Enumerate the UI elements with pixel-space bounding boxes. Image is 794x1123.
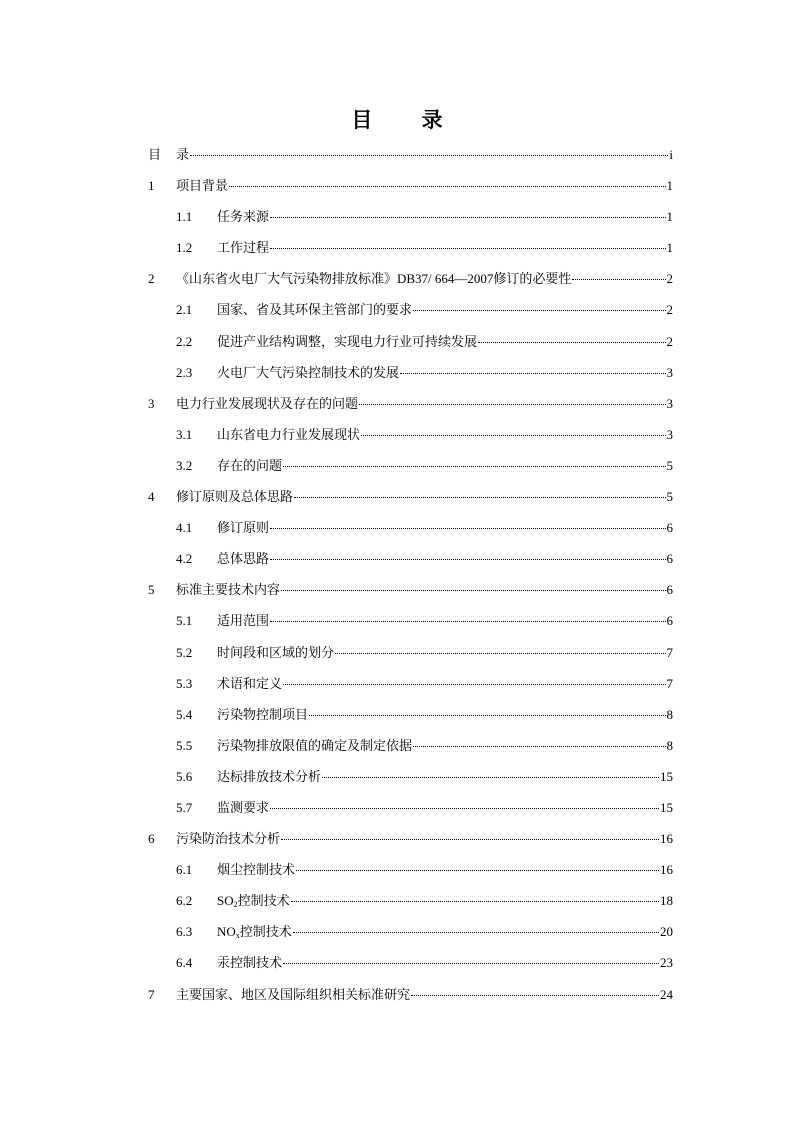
dot-leader bbox=[309, 715, 665, 716]
toc-page-number: 16 bbox=[660, 831, 673, 847]
toc-page-number: 2 bbox=[666, 333, 673, 349]
dot-leader bbox=[283, 466, 665, 467]
toc-entry-title: 促进产业结构调整，实现电力行业可持续发展 bbox=[217, 333, 478, 349]
toc-page-number: 20 bbox=[660, 924, 673, 940]
toc-entry-number: 6.3 bbox=[176, 924, 193, 940]
dot-leader bbox=[281, 839, 659, 840]
dot-leader bbox=[411, 995, 659, 996]
toc-entry-title: 污染物排放限值的确定及制定依据 bbox=[217, 737, 413, 753]
toc-section-entry[interactable] bbox=[148, 761, 673, 792]
toc-entry-title: 存在的问题 bbox=[217, 457, 283, 473]
toc-entry-number: 2.2 bbox=[176, 333, 193, 349]
toc-entry-number: 5 bbox=[148, 582, 155, 598]
toc-entry-number: 目 bbox=[148, 147, 162, 162]
toc-entry-number: 1.1 bbox=[176, 209, 193, 225]
toc-page-number: 1 bbox=[666, 240, 673, 256]
dot-leader bbox=[291, 901, 659, 902]
toc-page-number: 1 bbox=[666, 178, 673, 194]
toc-chapter-entry[interactable] bbox=[148, 823, 673, 854]
toc-page-number: i bbox=[669, 147, 673, 162]
toc-page-number: 5 bbox=[666, 457, 673, 473]
toc-section-entry[interactable] bbox=[148, 699, 673, 730]
toc-entry-title: 修订原则 bbox=[217, 520, 270, 536]
toc-page-number: 6 bbox=[666, 582, 673, 598]
dot-leader bbox=[400, 373, 665, 374]
toc-title: 目 录 bbox=[351, 108, 465, 132]
toc-entry-title: 达标排放技术分析 bbox=[217, 768, 322, 784]
dot-leader bbox=[270, 559, 665, 560]
dot-leader bbox=[270, 528, 665, 529]
toc-entry-title: 污染防治技术分析 bbox=[176, 831, 281, 847]
dot-leader bbox=[294, 497, 665, 498]
toc-entry-number: 4.1 bbox=[176, 520, 193, 536]
dot-leader bbox=[296, 870, 659, 871]
toc-page-number: 24 bbox=[660, 986, 673, 1002]
toc-entry-number: 5.3 bbox=[176, 675, 193, 691]
toc-section-entry[interactable] bbox=[148, 450, 673, 481]
toc-section-entry[interactable] bbox=[148, 512, 673, 543]
toc-entry-number: 5.5 bbox=[176, 737, 193, 753]
toc-chapter-entry[interactable] bbox=[148, 139, 673, 170]
toc-entry-title: 电力行业发展现状及存在的问题 bbox=[176, 395, 359, 411]
toc-entry-title: $SO_2$控制技术 bbox=[217, 893, 290, 910]
table-of-contents bbox=[148, 139, 673, 1010]
dot-leader bbox=[335, 653, 665, 654]
toc-entry-title: 监测要求 bbox=[217, 799, 270, 815]
toc-entry-title: 污染物控制项目 bbox=[217, 706, 309, 722]
dot-leader bbox=[283, 963, 659, 964]
toc-section-entry[interactable] bbox=[148, 668, 673, 699]
toc-section-entry[interactable] bbox=[148, 916, 673, 947]
toc-page-number: 6 bbox=[666, 551, 673, 567]
toc-entry-title: 录 bbox=[176, 147, 190, 162]
toc-entry-number: 6.2 bbox=[176, 893, 193, 909]
toc-entry-number: 1.2 bbox=[176, 240, 193, 256]
dot-leader bbox=[190, 155, 668, 156]
toc-entry-title: 术语和定义 bbox=[217, 675, 283, 691]
toc-entry-title: 火电厂大气污染控制技术的发展 bbox=[217, 364, 400, 380]
toc-entry-number: 1 bbox=[148, 178, 155, 194]
dot-leader bbox=[281, 590, 665, 591]
toc-chapter-entry[interactable] bbox=[148, 263, 673, 294]
toc-page-number: 6 bbox=[666, 613, 673, 629]
toc-entry-title: 汞控制技术 bbox=[217, 955, 283, 971]
toc-chapter-entry[interactable] bbox=[148, 170, 673, 201]
toc-entry-number: 2 bbox=[148, 271, 155, 287]
toc-entry-number: 2.1 bbox=[176, 302, 193, 318]
toc-page-number: 7 bbox=[666, 675, 673, 691]
toc-entry-title: 任务来源 bbox=[217, 209, 270, 225]
dot-leader bbox=[283, 684, 665, 685]
dot-leader bbox=[270, 217, 665, 218]
toc-entry-title: 标准主要技术内容 bbox=[176, 582, 281, 598]
toc-entry-title: 主要国家、地区及国际组织相关标准研究 bbox=[176, 986, 411, 1002]
toc-section-entry[interactable] bbox=[148, 326, 673, 357]
toc-section-entry[interactable] bbox=[148, 605, 673, 636]
toc-entry-title: 国家、省及其环保主管部门的要求 bbox=[217, 302, 413, 318]
toc-entry-title: 时间段和区域的划分 bbox=[217, 644, 335, 660]
toc-page-number: 2 bbox=[666, 302, 673, 318]
toc-page-number: 7 bbox=[666, 644, 673, 660]
toc-entry-number: 5.6 bbox=[176, 768, 193, 784]
toc-section-entry[interactable] bbox=[148, 730, 673, 761]
toc-entry-number: 7 bbox=[148, 986, 155, 1002]
toc-entry-number: 3.1 bbox=[176, 426, 193, 442]
toc-page-number: 18 bbox=[660, 893, 673, 909]
toc-section-entry[interactable] bbox=[148, 543, 673, 574]
dot-leader bbox=[270, 808, 659, 809]
toc-page-number: 6 bbox=[666, 520, 673, 536]
dot-leader bbox=[359, 404, 665, 405]
dot-leader bbox=[413, 310, 665, 311]
toc-page-number: 16 bbox=[660, 862, 673, 878]
toc-page-number: 2 bbox=[666, 271, 673, 287]
toc-section-entry[interactable] bbox=[148, 201, 673, 232]
toc-entry-number: 3.2 bbox=[176, 457, 193, 473]
toc-section-entry[interactable] bbox=[148, 232, 673, 263]
toc-entry-number: 2.3 bbox=[176, 364, 193, 380]
toc-entry-number: 3 bbox=[148, 395, 155, 411]
toc-entry-number: 5.7 bbox=[176, 799, 193, 815]
dot-leader bbox=[572, 279, 665, 280]
toc-section-entry[interactable] bbox=[148, 637, 673, 668]
toc-section-entry[interactable] bbox=[148, 854, 673, 885]
toc-entry-title: 修订原则及总体思路 bbox=[176, 489, 294, 505]
toc-entry-title: $NO_x$控制技术 bbox=[217, 924, 292, 941]
toc-page-number: 8 bbox=[666, 706, 673, 722]
toc-page-number: 15 bbox=[660, 768, 673, 784]
toc-page-number: 8 bbox=[666, 737, 673, 753]
dot-leader bbox=[413, 746, 665, 747]
toc-section-entry[interactable] bbox=[148, 792, 673, 823]
toc-entry-title: 山东省电力行业发展现状 bbox=[217, 426, 361, 442]
toc-page-number: 3 bbox=[666, 364, 673, 380]
toc-entry-title: 烟尘控制技术 bbox=[217, 862, 296, 878]
toc-page-number: 15 bbox=[660, 799, 673, 815]
toc-chapter-entry[interactable] bbox=[148, 574, 673, 605]
toc-entry-number: 5.2 bbox=[176, 644, 193, 660]
toc-section-entry[interactable] bbox=[148, 419, 673, 450]
toc-page-number: 3 bbox=[666, 426, 673, 442]
toc-section-entry[interactable] bbox=[148, 294, 673, 325]
dot-leader bbox=[270, 621, 665, 622]
toc-entry-title: 项目背景 bbox=[176, 178, 229, 194]
dot-leader bbox=[361, 435, 665, 436]
toc-section-entry[interactable] bbox=[148, 357, 673, 388]
toc-entry-title: 工作过程 bbox=[217, 240, 270, 256]
dot-leader bbox=[229, 186, 665, 187]
toc-chapter-entry[interactable] bbox=[148, 388, 673, 419]
toc-entry-title: 总体思路 bbox=[217, 551, 270, 567]
toc-entry-title: 适用范围 bbox=[217, 613, 270, 629]
subscript: 2 bbox=[233, 900, 238, 910]
toc-page-number: 5 bbox=[666, 489, 673, 505]
toc-section-entry[interactable] bbox=[148, 947, 673, 978]
toc-page-number: 23 bbox=[660, 955, 673, 971]
toc-page-number: 1 bbox=[666, 209, 673, 225]
toc-entry-number: 4 bbox=[148, 489, 155, 505]
toc-entry-number: 5.1 bbox=[176, 613, 193, 629]
toc-entry-number: 4.2 bbox=[176, 551, 193, 567]
toc-entry-number: 6.1 bbox=[176, 862, 193, 878]
toc-chapter-entry[interactable] bbox=[148, 481, 673, 512]
dot-leader bbox=[322, 777, 659, 778]
toc-entry-number: 6.4 bbox=[176, 955, 193, 971]
dot-leader bbox=[270, 248, 665, 249]
toc-chapter-entry[interactable] bbox=[148, 979, 673, 1010]
toc-page-number: 3 bbox=[666, 395, 673, 411]
toc-entry-number: 5.4 bbox=[176, 706, 193, 722]
dot-leader bbox=[478, 342, 665, 343]
subscript: x bbox=[235, 931, 240, 941]
dot-leader bbox=[293, 932, 659, 933]
toc-entry-number: 6 bbox=[148, 831, 155, 847]
toc-entry-title: 《山东省火电厂大气污染物排放标准》DB37/ 664—2007修订的必要性 bbox=[176, 271, 572, 287]
toc-section-entry[interactable] bbox=[148, 885, 673, 916]
